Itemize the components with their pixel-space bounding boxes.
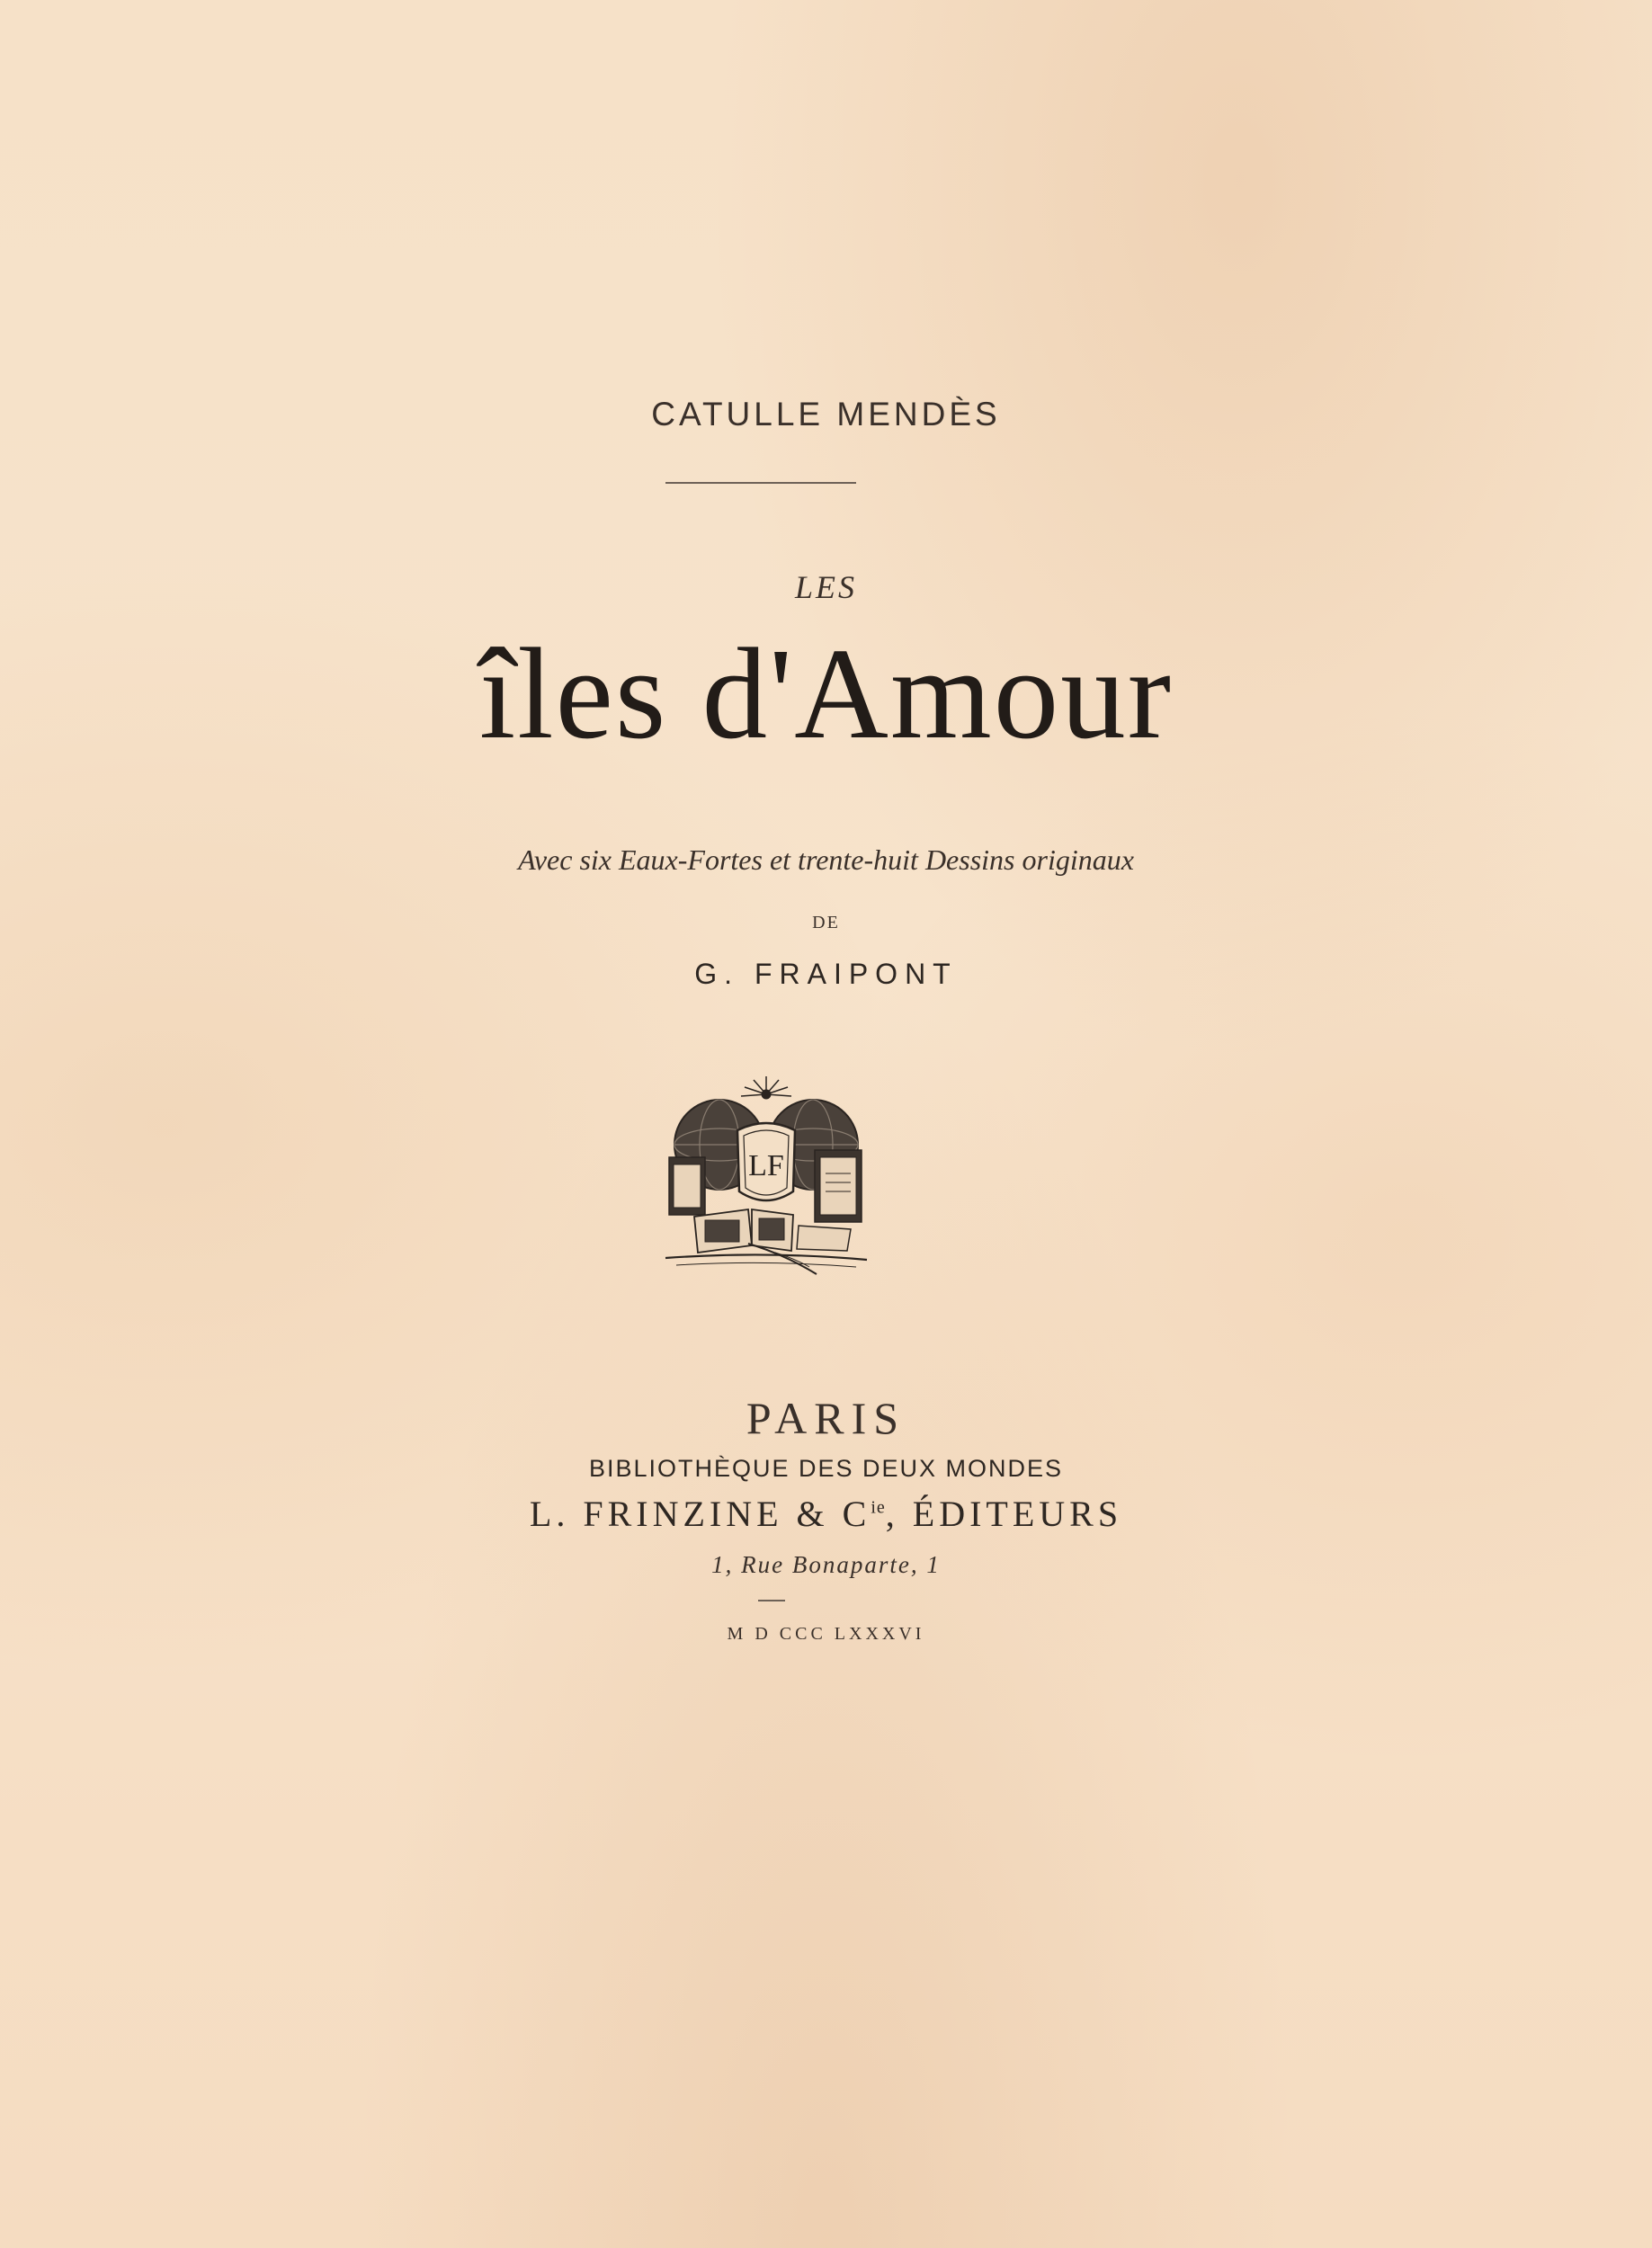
author-name: CATULLE MENDÈS [651, 396, 1001, 433]
title-prefix: LES [794, 569, 857, 605]
publisher-tail: , ÉDITEURS [885, 1494, 1123, 1534]
emblem-monogram: LF [748, 1149, 784, 1182]
by-label: DE [812, 913, 840, 932]
imprint-city: PARIS [746, 1393, 906, 1443]
publisher-emblem-globes-books-icon [658, 1075, 874, 1277]
imprint-library: BIBLIOTHÈQUE DES DEUX MONDES [588, 1455, 1064, 1482]
publisher-main: L. FRINZINE & C [529, 1494, 871, 1534]
divider-rule [665, 482, 856, 484]
imprint-address: 1, Rue Bonaparte, 1 [711, 1551, 941, 1578]
imprint-publisher [0, 1493, 1652, 1535]
subtitle: Avec six Eaux-Fortes et trente-huit Dessins originaux [518, 843, 1134, 876]
imprint-divider [758, 1600, 785, 1601]
illustrator-name: G. FRAIPONT [694, 958, 958, 990]
book-title: îles d'Amour [478, 622, 1174, 766]
publication-year: M D CCC LXXXVI [727, 1624, 925, 1644]
publisher-superscript: ie [871, 1497, 886, 1518]
